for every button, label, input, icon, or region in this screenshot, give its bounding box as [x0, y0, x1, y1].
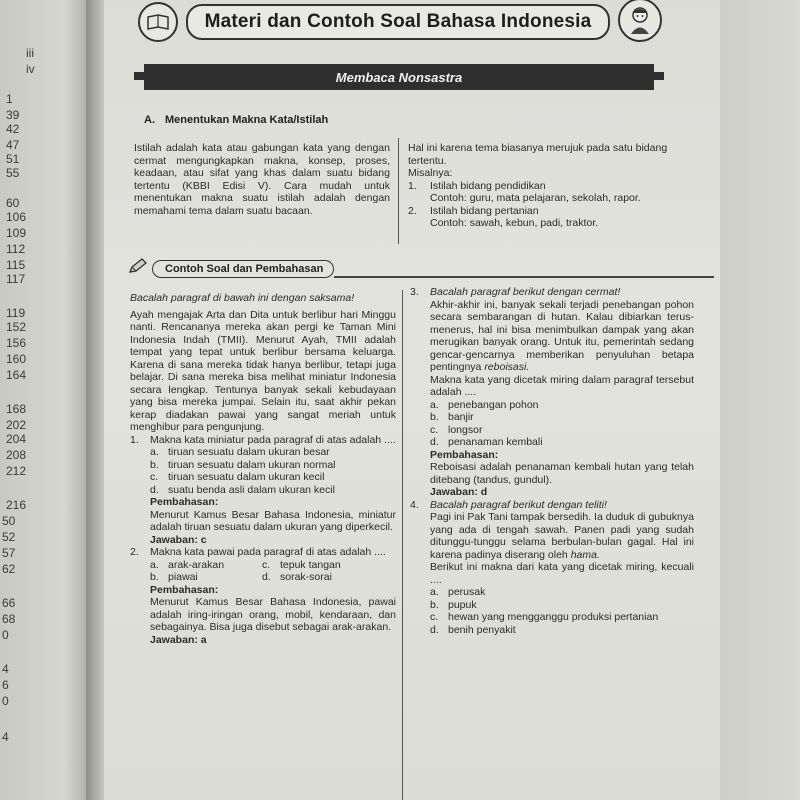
index-number: 51 — [6, 152, 20, 166]
column-divider — [402, 290, 403, 800]
index-number: 202 — [6, 418, 27, 432]
option: a. penebangan pohon — [430, 398, 539, 411]
index-number: 119 — [6, 306, 26, 320]
person-icon — [618, 0, 662, 42]
example-contoh: Contoh: sawah, kebun, padi, traktor. — [430, 217, 599, 229]
section-a-left-text: Istilah adalah kata atau gabungan kata yang dengan cermat mengungkapkan makna, konsep, proses, keadaan, atau sifat yang khas dalam suatu bidang tertentu (KBBI Edisi V). Cara mudah untuk menentukan makna suatu istilah adalah dengan memahami tema dalam suatu bacaan. — [134, 142, 390, 217]
question-4: 4. Bacalah paragraf berikut dengan teliti! — [410, 498, 607, 511]
contoh-soal-rule — [334, 276, 714, 278]
contoh-soal-right-column — [410, 286, 694, 636]
example-contoh: Contoh: guru, mata pelajaran, sekolah, rapor. — [430, 192, 641, 204]
section-title: Menentukan Makna Kata/Istilah — [165, 114, 329, 126]
example-item: 1. Istilah bidang pendidikan — [408, 179, 546, 192]
pembahasan: Pembahasan: Menurut Kamus Besar Bahasa Indonesia, miniatur adalah tiruan sesuatu dalam ukuran yang diperkecil. Jawaban: c — [150, 496, 396, 546]
option: c. hewan yang mengganggu produksi pertanian — [430, 611, 659, 623]
answer: Jawaban: d — [430, 486, 488, 498]
answer: Jawaban: c — [150, 533, 207, 546]
index-number: 0 — [2, 694, 9, 708]
answer: Jawaban: a — [150, 633, 207, 646]
index-number: 4 — [2, 662, 9, 676]
index-number: 112 — [6, 242, 26, 256]
option: c. tiruan sesuatu dalam ukuran kecil — [150, 471, 325, 483]
contoh-soal-label: Contoh Soal dan Pembahasan — [152, 260, 334, 278]
question-4-body: Pagi ini Pak Tani tampak bersedih. Ia duduk di gubuknya yang ada di tengah sawah. Panen padi yang sudah ditunggu-tunggu selama berbulan-bulan gagal. Hal ini karena padinya diserang oleh hama. Berikut ini makna dari kata yang dicetak miring, kecuali .... — [430, 511, 694, 586]
option: b. pupuk — [430, 598, 477, 611]
index-number: 42 — [6, 122, 20, 136]
index-number: 68 — [2, 612, 16, 626]
instruction: Bacalah paragraf di bawah ini dengan saksama! — [130, 292, 355, 304]
header-title: Materi dan Contoh Soal Bahasa Indonesia — [186, 4, 610, 40]
example-item: 2. Istilah bidang pertanian — [408, 204, 539, 217]
page-header — [134, 0, 654, 44]
option: d. penanaman kembali — [430, 436, 543, 448]
passage: Ayah mengajak Arta dan Dita untuk berlibur hari Minggu nanti. Rencananya mereka akan pergi ke Taman Mini Indonesia Indah (TMII). Menurut Ayah, TMII adalah tempat yang tepat untuk berlibur bersama keluarga. Karena di sana mereka tidak hanya berlibur, tetapi juga belajar. Di sana mereka bisa melihat miniatur Indonesia secara lengkap. Tentunya banyak sekali kebudayaan yang bisa mereka jumpai. Selain itu, saat akhir pekan kerap diadakan pawai yang sangat meriah untuk menghibur para pengunjung. — [130, 308, 396, 433]
book-page — [104, 0, 720, 800]
pembahasan: Pembahasan: Menurut Kamus Besar Bahasa Indonesia, pawai adalah iring-iringan orang, mobil, kendaraan, dan sebagainya. Bisa juga disebut sebagai arak-arakan. Jawaban: a — [150, 583, 396, 646]
section-heading — [144, 114, 328, 126]
index-number: 50 — [2, 514, 16, 528]
left-page — [0, 0, 92, 800]
index-number: 60 — [6, 196, 20, 210]
option-row: b. piawai d. sorak-sorai — [150, 571, 332, 583]
index-number: 152 — [6, 320, 27, 334]
index-number: 52 — [2, 530, 16, 544]
question-3-body: Akhir-akhir ini, banyak sekali terjadi penebangan pohon secara sembarangan di hutan. Kalau dibiarkan terus-menerus, hal ini bisa menimbulkan dampak yang akan merugikan banyak orang. Untuk itu, pemerintah sedang gencar-gencarnya memberikan penyuluhan betapa pentingnya reboisasi. Makna kata yang dicetak miring dalam paragraf tersebut adalah .... — [430, 298, 694, 398]
index-number: 39 — [6, 108, 20, 122]
index-number: iii — [26, 46, 34, 60]
index-number: 1 — [6, 92, 13, 106]
column-divider — [398, 138, 399, 244]
option: d. benih penyakit — [430, 623, 516, 636]
right-intro: Hal ini karena tema biasanya merujuk pada satu bidang tertentu. — [408, 142, 668, 167]
index-number: 57 — [2, 546, 16, 560]
index-number: 6 — [2, 678, 9, 692]
index-number: 216 — [6, 498, 27, 512]
section-label: A. — [144, 114, 155, 126]
option: c. longsor — [430, 423, 483, 436]
chapter-title: Membaca Nonsastra — [144, 64, 654, 90]
index-number: 208 — [6, 448, 27, 462]
index-number: 109 — [6, 226, 27, 240]
index-number: 47 — [6, 138, 20, 152]
index-number: 0 — [2, 628, 9, 642]
index-number: 62 — [2, 562, 16, 576]
misalnya-label: Misalnya: — [408, 167, 453, 179]
index-number: iv — [26, 62, 35, 76]
option: b. tiruan sesuatu dalam ukuran normal — [150, 458, 336, 471]
index-number: 66 — [2, 596, 16, 610]
index-number: 156 — [6, 336, 27, 350]
pembahasan: Pembahasan: Reboisasi adalah penanaman kembali hutan yang telah ditebang (tandus, gundul). Jawaban: d — [430, 448, 694, 498]
table-background — [720, 0, 800, 800]
question-2: 2. Makna kata pawai pada paragraf di atas adalah .... — [130, 546, 386, 558]
index-number: 106 — [6, 210, 27, 224]
option: b. banjir — [430, 411, 474, 423]
section-a-right-text — [408, 142, 670, 230]
index-number: 160 — [6, 352, 27, 366]
option: a. perusak — [430, 586, 486, 598]
option: d. suatu benda asli dalam ukuran kecil — [150, 483, 335, 496]
option-row: a. arak-arakan c. tepuk tangan — [150, 558, 341, 571]
contoh-soal-left-column — [130, 292, 396, 646]
index-number: 117 — [6, 272, 26, 286]
index-number: 204 — [6, 432, 27, 446]
pencil-icon — [128, 258, 148, 279]
index-number: 4 — [2, 730, 9, 744]
index-number: 168 — [6, 402, 27, 416]
option: a. tiruan sesuatu dalam ukuran besar — [150, 446, 330, 458]
index-number: 115 — [6, 258, 26, 272]
index-number: 164 — [6, 368, 27, 382]
question-1: 1. Makna kata miniatur pada paragraf di atas adalah .... — [130, 433, 396, 446]
index-number: 212 — [6, 464, 27, 478]
question-3: 3. Bacalah paragraf berikut dengan cermat! — [410, 286, 621, 298]
book-icon — [138, 2, 178, 42]
band-cap-right — [650, 72, 664, 80]
index-number: 55 — [6, 166, 20, 180]
